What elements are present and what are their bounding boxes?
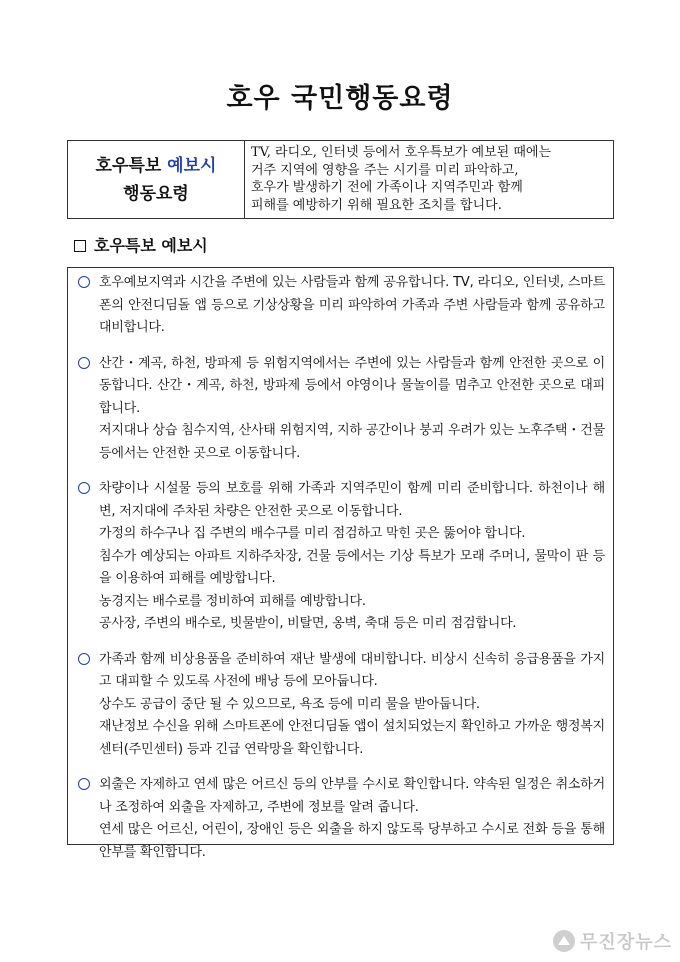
summary-label-part1: 호우특보 (95, 155, 168, 176)
summary-description (245, 141, 613, 218)
page-title: 호우 국민행동요령 (226, 83, 454, 114)
checkbox-square-icon (74, 240, 86, 252)
item-paragraph: 가정의 하수구나 집 주변의 배수구를 미리 점검하고 막힌 곳은 뚫어야 합니다. (99, 526, 526, 541)
item-paragraph: 상수도 공급이 중단 될 수 있으므로, 욕조 등에 미리 물을 받아둡니다. (99, 696, 480, 712)
item-paragraph: 호우예보지역과 시간을 주변에 있는 사람들과 함께 공유합니다. TV, 라디오, 인터넷, 스마트폰의 안전디딤돌 앱 등으로 기상상황을 미리 파악하여 가족과 주변 사람들과 함께 공유하고 대비합니다. (99, 275, 605, 335)
guidelines-box (67, 267, 614, 860)
list-item (76, 649, 605, 762)
item-paragraph: 연세 많은 어르신, 어린이, 장애인 등은 외출을 하지 않도록 당부하고 수시로 전화 등을 통해 안부를 확인합니다. (99, 822, 605, 860)
summary-line: TV, 라디오, 인터넷 등에서 호우특보가 예보된 때에는 (251, 145, 552, 160)
summary-line: 피해를 예방하기 위해 필요한 조치를 합니다. (251, 197, 502, 213)
item-paragraph: 외출은 자제하고 연세 많은 어르신 등의 안부를 수시로 확인합니다. 약속된 일정은 취소하거나 조정하여 외출을 자제하고, 주변에 정보를 알려 줍니다. (99, 777, 605, 815)
watermark (553, 928, 672, 954)
section-heading (74, 233, 208, 256)
item-paragraph: 차량이나 시설물 등의 보호를 위해 가족과 지역주민이 함께 미리 준비합니다. 하천이나 해변, 저지대에 주차된 차량은 안전한 곳으로 이동합니다. (99, 481, 605, 519)
list-item (76, 478, 605, 636)
summary-label-line1 (96, 152, 217, 180)
summary-label-line2: 행동요령 (123, 183, 189, 204)
list-item (76, 774, 605, 864)
summary-label (68, 141, 245, 218)
item-paragraph: 재난정보 수신을 위해 스마트폰에 안전디딤돌 앱이 설치되었는지 확인하고 가까운 행정복지센터(주민센터) 등과 긴급 연락망을 확인합니다. (99, 719, 605, 757)
summary-label-accent: 예보시 (167, 155, 217, 176)
item-paragraph: 가족과 함께 비상용품을 준비하여 재난 발생에 대비합니다. 비상시 신속히 응급용품을 가지고 대피할 수 있도록 사전에 배낭 등에 모아둡니다. (99, 651, 605, 689)
item-paragraph: 공사장, 주변의 배수로, 빗물받이, 비탈면, 옹벽, 축대 등은 미리 점검합니다. (99, 616, 517, 631)
summary-line: 호우가 발생하기 전에 가족이나 지역주민과 함께 (251, 180, 523, 195)
mountain-logo-icon (553, 930, 575, 952)
list-item (76, 353, 605, 466)
item-paragraph: 농경지는 배수로를 정비하여 피해를 예방합니다. (99, 593, 366, 609)
list-item (76, 272, 605, 340)
item-paragraph: 산간・계곡, 하천, 방파제 등 위험지역에서는 주변에 있는 사람들과 함께 안전한 곳으로 이동합니다. 산간・계곡, 하천, 방파제 등에서 야영이나 물놀이를 멈추고 안전한 곳으로 대피합니다. (99, 355, 605, 416)
watermark-text: 무진장뉴스 (580, 932, 672, 953)
summary-line: 거주 지역에 영향을 주는 시기를 미리 파악하고, (251, 162, 519, 178)
circle-bullet-icon (78, 778, 90, 790)
summary-table (67, 140, 614, 219)
circle-bullet-icon (78, 482, 90, 494)
item-paragraph: 침수가 예상되는 아파트 지하주차장, 건물 등에서는 기상 특보가 모래 주머니, 물막이 판 등을 이용하여 피해를 예방합니다. (99, 548, 605, 586)
circle-bullet-icon (78, 276, 90, 288)
circle-bullet-icon (78, 653, 90, 665)
circle-bullet-icon (78, 357, 90, 369)
item-paragraph: 저지대나 상습 침수지역, 산사태 위험지역, 지하 공간이나 붕괴 우려가 있는 노후주택・건물 등에서는 안전한 곳으로 이동합니다. (99, 423, 605, 461)
section-heading-text: 호우특보 예보시 (94, 236, 208, 255)
